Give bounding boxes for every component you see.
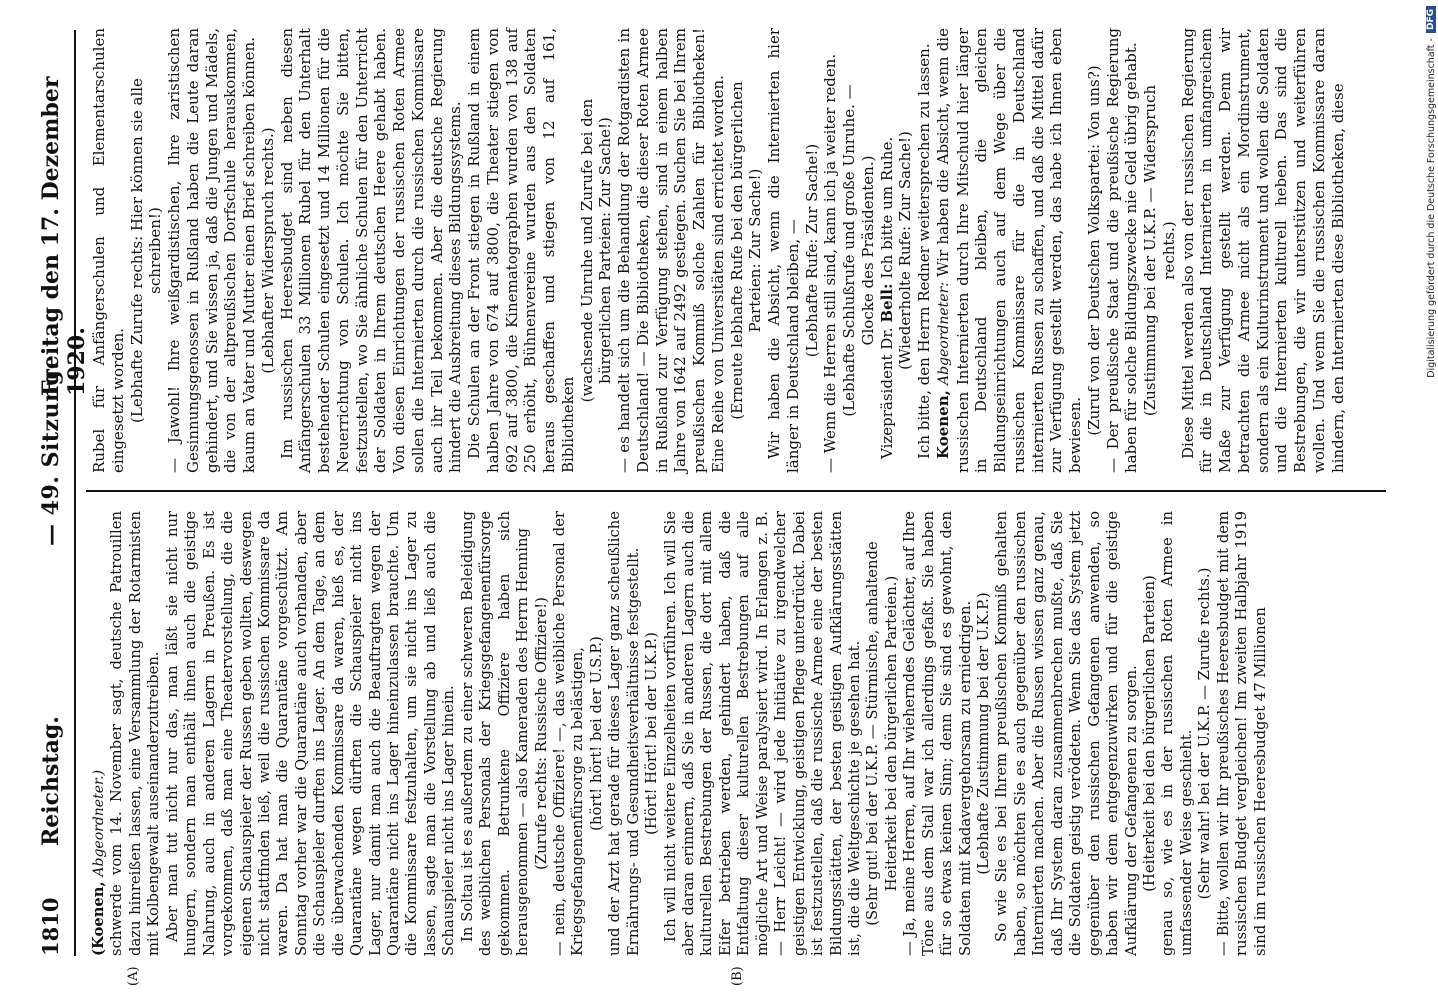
paragraph: und der Arzt hat gerade für dieses Lager ganz scheußliche Ernährungs- und Gesundheitsverhältnisse festgestellt. bbox=[606, 511, 642, 956]
interjection: (Lebhafte Zurufe rechts: Hier können sie alle schreiben!) bbox=[127, 78, 165, 423]
speaker-paragraph bbox=[878, 28, 897, 473]
paragraph: — Ja, meine Herren, auf Ihr wieherndes Gelächter, auf Ihre Töne aus dem Stall war ich allerdings gefaßt. Sie haben für so etwas keinen Sinn; denn Sie sind es gewohnt, den Soldaten mit Kadavergehorsam zu erniedrigen. bbox=[901, 511, 974, 956]
interjection: (Wiederholte Rufe: Zur Sache!) bbox=[896, 131, 915, 370]
interjection: (Lebhafte Schlußrufe und große Unruhe. — Glocke des Präsidenten.) bbox=[840, 84, 877, 417]
interjection: (Lebhafte Rufe: Zur Sache!) bbox=[802, 143, 821, 358]
paragraph: Ich will nicht weitere Einzelheiten vorführen. Ich will Sie aber daran erinnern, daß Sie in anderen Lagern auch die kulturellen Bestrebungen der Russen, die dort mit allem Eifer betrieben werden, gehindert haben, daß die Entfaltung dieser kulturellen Bestrebungen auf alle mögliche Art und Weise paralysiert wird. In Erlangen z. B. — Herr Leicht! — wird jede Initiative zu irgendwelcher geistigen Entwicklung, geistigen Pflege unterdrückt. Dabei ist festzustellen, daß die russische Armee eine der besten Bildungsstätten, der besten geistigen Aufklärungsstätten ist, die die Weltgeschichte je gesehen hat. bbox=[661, 511, 863, 956]
speaker-paragraph bbox=[934, 28, 1085, 473]
interjection: (Hört! Hört! bei der U.K.P.) bbox=[643, 632, 661, 835]
speech-text: Ich bitte um Ruhe. bbox=[877, 136, 896, 279]
speaker-name: Koenen, bbox=[933, 390, 952, 459]
page-number: 1810 bbox=[38, 897, 63, 956]
interjection: (hört! hört! bei der U.S.P.) bbox=[587, 636, 605, 831]
column-divider bbox=[86, 490, 1386, 492]
interjection: (Lebhafte Zustimmung bei der U.K.P.) bbox=[975, 592, 992, 875]
margin-marker-b: (B) bbox=[730, 966, 745, 986]
credit-text: Digitalisierung gefördert durch die Deutsche Forschungsgemeinschaft - bbox=[1425, 38, 1437, 378]
paragraph: So wie Sie es bei Ihrem preußischen Kommiß gehalten haben, so möchten Sie es auch gegenüber den russischen Internierten machen. Aber die Russen wissen ganz genau, daß Ihr System daran zusammenbrechen mußte, daß Sie die Soldaten geistig verödeten. Wenn Sie das System jetzt gegenüber den russischen Gefangenen anwenden, so haben wir dem entgegenzuwirken und für die geistige Aufklärung der Gefangenen zu sorgen. bbox=[993, 511, 1140, 956]
interjection: (Zustimmung bei der U.K.P. — Widerspruch rechts.) bbox=[1141, 84, 1178, 417]
paragraph: Diese Mittel werden also von der russischen Regierung für die in Deutschland Internierten in umfangreichem Maße zur Verfügung gestellt werden. Denn wir betrachten die Armee nicht als ein Mordinstrument, sondern als ein Kulturinstrument und wollen die Soldaten und die Internierten kulturell heben. Das sind die Bestrebungen, die wir unterstützen und weiterführen wollen. Und wenn Sie die russischen Kommissare daran hindern, den Internierten diese Bibliotheken, diese bbox=[1178, 28, 1347, 473]
paragraph: — Der preußische Staat und die preußische Regierung haben für solche Bildungszwecke nie Geld übrig gehabt. bbox=[1103, 28, 1141, 473]
interjection: (Lebhafter Widerspruch rechts.) bbox=[258, 127, 277, 374]
paragraph: Wir haben die Absicht, wenn die Internierten hier länger in Deutschland bleiben, — bbox=[765, 28, 802, 473]
margin-marker-a: (A) bbox=[126, 966, 141, 986]
speaker-name: Bell: bbox=[877, 283, 896, 323]
paragraph: Im russischen Heeresbudget sind neben diesen Anfängerschulen 33 Millionen Rubel für den Unterhalt bestehender Schulen eingesetzt und 14 Millionen für die Neuerrichtung von Schulen. Ich möchte Sie bitten, festzustellen, wo Sie ähnliche Schulen für den Unterricht der Soldaten in Ihrem deutschen Heere gehabt haben. Von diesen Einrichtungen der russischen Roten Armee sollen die Internierten durch die russischen Kommissare auch ihr Teil bekommen. Aber die deutsche Regierung hindert die Ausbreitung dieses Bildungssystems. bbox=[277, 28, 465, 473]
speech-text: Wir haben die Absicht, wenn die russischen Internierten durch Ihre Mitschuld hier länger in Deutschland bleiben, die gleichen Bildungseinrichtungen auch auf dem Wege über die russischen Kommissare für die in Deutschland internierten Russen zu schaffen, und daß die Mittel dafür zur Verfügung gestellt werden, das habe ich Ihnen eben bewiesen. bbox=[933, 28, 1084, 473]
speaker-role: Abgeordneter.) bbox=[91, 769, 107, 877]
interjection: (Zuruf von der Deutschen Volkspartei: Von uns?) bbox=[1084, 65, 1103, 436]
right-column bbox=[90, 28, 1347, 473]
interjection: (Heiterkeit bei den bürgerlichen Parteien) bbox=[1140, 575, 1158, 892]
paragraph: Rubel für Anfängerschulen und Elementarschulen eingesetzt worden. bbox=[90, 28, 127, 473]
paragraph: In Soltau ist es außerdem zu einer schweren Beleidigung des weiblichen Personals der Kriegsgefangenenfürsorge gekommen. Betrunkene Offiziere haben sich herausgenommen — also Kameraden des Herrn Henning bbox=[458, 511, 532, 956]
digitization-credit bbox=[1424, 0, 1438, 998]
page-header bbox=[34, 30, 90, 956]
paragraph: — es handelt sich um die Behandlung der Rotgardisten in Deutschland! — Die Bibliotheken, die dieser Roten Armee in Rußland zur Verfügung stehen, sind in einem halben Jahre von 1642 auf 2492 gestiegen. Suchen Sie bei Ihrem preußischen Kommiß solche Zahlen für Bibliotheken! Eine Reihe von Universitäten sind errichtet worden. bbox=[615, 28, 727, 473]
paragraph: — Bitte, wollen wir Ihr preußisches Heeresbudget mit dem russischen Budget vergleichen! Im zweiten Halbjahr 1919 sind im russischen Heeresbudget 47 Millionen bbox=[1214, 511, 1269, 956]
interjection: (Zurufe rechts: Russische Offiziere!) bbox=[532, 597, 550, 870]
interjection: (wachsende Unruhe und Zurufe bei den bürgerlichen Parteien: Zur Sache!) bbox=[577, 98, 615, 403]
speaker-title: Vizepräsident Dr. bbox=[877, 327, 896, 459]
speaker-line bbox=[90, 511, 108, 956]
speaker-name: (Koenen, bbox=[90, 881, 107, 956]
text-columns bbox=[90, 28, 1380, 986]
paragraph: — Jawohl! Ihre weißgardistischen, Ihre zaristischen Gesinnungsgenossen in Rußland haben die Leute daran gehindert, und Sie wissen ja, daß die Jungen und Mädels, die von der altpreußischen Dorfschule herauskommen, kaum an Vater und Mutter einen Brief schreiben können. bbox=[165, 28, 258, 473]
paragraph: — Wenn die Herren still sind, kann ich ja weiter reden. bbox=[821, 53, 840, 473]
paragraph: schwerde vom 14. November sagt, deutsche Patrouillen dazu hinreißen lassen, eine Versammlung der Rotarmisten mit Kolbengewalt auseinanderzutreiben. bbox=[108, 511, 163, 956]
speaker-role: Abgeordneter: bbox=[935, 282, 952, 386]
session-label: — 49. Sitzung. bbox=[38, 361, 64, 546]
paragraph: Die Schulen an der Front stiegen in Rußland in einem halben Jahre von 674 auf 3800, die Theater stiegen von 692 auf 3800, die Kinematographen wurden von 138 auf 250 erhöht, Bühnenvereine wurden aus den Soldaten heraus geschaffen und stiegen von 12 auf 161, Bibliotheken bbox=[465, 28, 577, 473]
paragraph: — nein, deutsche Offiziere! —, das weibliche Personal der Kriegsgefangenenfürsorge zu belästigen, bbox=[550, 511, 587, 956]
paragraph: Ich bitte, den Herrn Redner weitersprechen zu lassen. bbox=[915, 43, 933, 459]
left-column bbox=[90, 511, 1270, 956]
paragraph: genau so, wie es in der russischen Roten Armee in umfassender Weise geschieht. bbox=[1159, 511, 1195, 956]
dfg-logo: DFG bbox=[1426, 6, 1436, 33]
interjection: (Sehr gut! bei der U.K.P. — Stürmische, anhaltende Heiterkeit bei den bürgerlichen Parteien.) bbox=[864, 541, 900, 926]
publication-title: Reichstag. bbox=[38, 716, 64, 846]
interjection: (Sehr wahr! bei der U.K.P. — Zurufe rechts.) bbox=[1196, 567, 1214, 900]
paragraph: Aber man tut nicht nur das, man läßt sie nicht nur hungern, sondern man enthält ihnen auch die geistige Nahrung, auch in anderen Lagern in Preußen. Es ist vorgekommen, daß man eine Theatervorstellung, die die eigenen Schauspieler der Russen geben wollten, deswegen nicht stattfinden ließ, weil die russischen Kommissare da waren. Da hat man die Quarantäne vorgeschützt. Am Sonntag vorher war die Quarantäne auch vorhanden, aber die Schauspieler durften ins Lager. An dem Tage, an dem die überwachenden Kommissare da waren, hieß es, der Quarantäne wegen dürften die Schauspieler nicht ins Lager, nur damit man auch die Beauftragten wegen der Quarantäne nicht ins Lager hineinzulassen brauchte. Um die Kommissare festzuhalten, um sie nicht ins Lager zu lassen, sagte man die Vorstellung ab und ließ auch die Schauspieler nicht ins Lager hinein. bbox=[163, 511, 458, 956]
interjection: (Erneute lebhafte Rufe bei den bürgerlichen Parteien: Zur Sache!) bbox=[727, 81, 765, 420]
session-date: Freitag den 17. Dezember 1920. bbox=[38, 76, 90, 396]
